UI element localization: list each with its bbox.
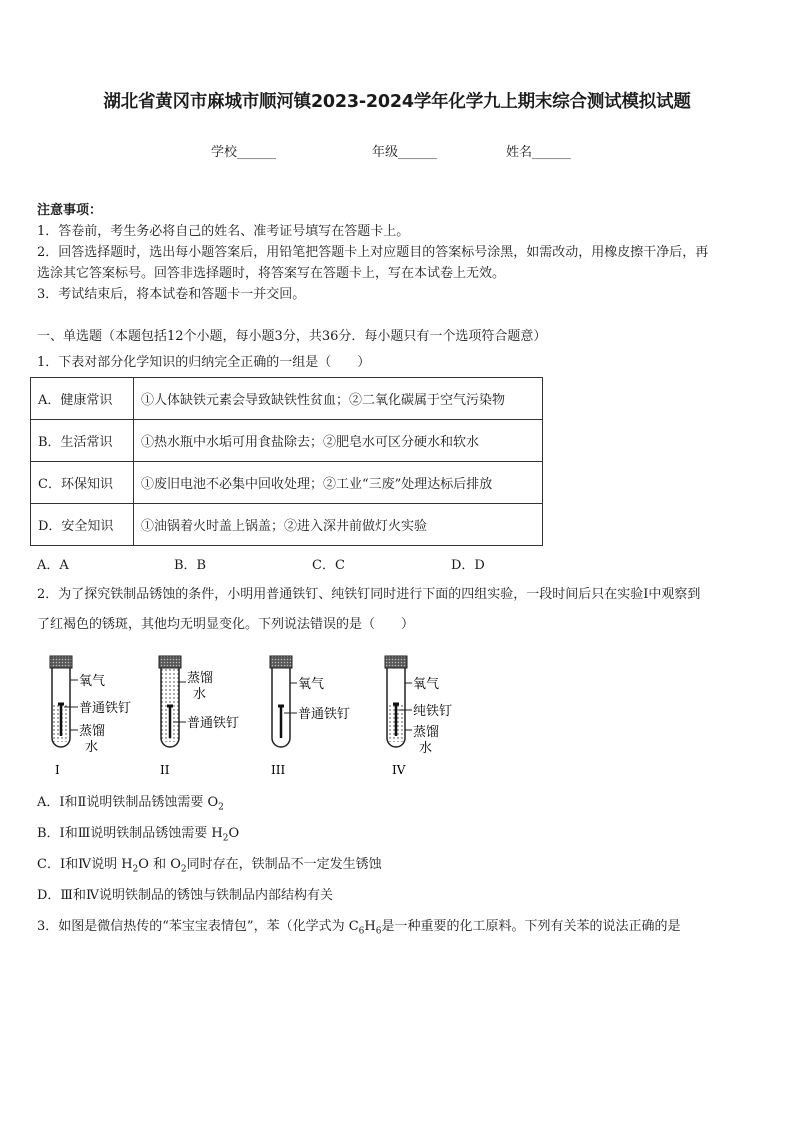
grade-field: 年级______: [372, 145, 438, 160]
q2-option-a: A．Ⅰ和Ⅱ说明铁制品锈蚀需要 $O_2$: [37, 795, 224, 813]
rust-experiment-figure: [40, 652, 480, 780]
stopper: [385, 656, 407, 668]
test-tube-2: [159, 656, 239, 777]
school-field: 学校______: [211, 145, 277, 160]
stopper: [159, 656, 181, 668]
q2-stem-line2: 了红褐色的锈斑，其他均无明显变化。下列说法错误的是（ ）: [37, 617, 415, 632]
q1-option-d: D．D: [451, 558, 485, 573]
q2-stem-line1: 2．为了探究铁制品锈蚀的条件，小明用普通铁钉、纯铁钉同时进行下面的四组实验，一段时间后只在实验Ⅰ中观察到: [37, 587, 701, 602]
tube-label: 氧气: [298, 677, 325, 692]
row-category: C．环保知识: [31, 462, 134, 504]
grade-blank: ______: [398, 145, 438, 160]
tube-number: III: [271, 763, 286, 777]
row-content: ①热水瓶中水垢可用食盐除去；②肥皂水可区分硬水和软水: [134, 420, 543, 462]
row-category: A．健康常识: [31, 378, 134, 420]
test-tube-4: [385, 656, 452, 777]
q2-option-d: D．Ⅲ和Ⅳ说明铁制品的锈蚀与铁制品内部结构有关: [37, 888, 333, 903]
tube-label: 水: [419, 741, 433, 756]
table-row: [31, 462, 543, 504]
test-tube-3: [270, 656, 350, 777]
tube-number: II: [160, 763, 170, 777]
name-blank: ______: [532, 145, 572, 160]
tube-number: IV: [392, 763, 406, 777]
tube-label: 水: [193, 687, 207, 702]
tube-label: 纯铁钉: [413, 704, 453, 719]
tube-label: 蒸馏: [187, 671, 214, 686]
notice-item: 2．回答选择题时，选出每小题答案后，用铅笔把答题卡上对应题目的答案标号涂黑，如需改动，用橡皮擦干净后，再: [37, 245, 709, 260]
tube-label: 水: [85, 740, 99, 755]
row-category: D．安全知识: [31, 504, 134, 546]
notice-heading: 注意事项：: [37, 203, 103, 218]
table-row: [31, 420, 543, 462]
row-content: ①油锅着火时盖上锅盖；②进入深井前做灯火实验: [134, 504, 543, 546]
section-heading: 一、单选题（本题包括12个小题，每小题3分，共36分．每小题只有一个选项符合题意）: [37, 329, 547, 344]
tube-label: 普通铁钉: [298, 707, 351, 722]
tube-label: 氧气: [79, 674, 106, 689]
stopper: [270, 656, 292, 668]
row-content: ①人体缺铁元素会导致缺铁性贫血；②二氧化碳属于空气污染物: [134, 378, 543, 420]
name-field: 姓名______: [506, 145, 572, 160]
q1-option-c: C．C: [312, 558, 345, 573]
q2-option-b: B．Ⅰ和Ⅲ说明铁制品锈蚀需要 $H_2O$: [37, 826, 240, 844]
q3-stem: 3．如图是微信热传的“苯宝宝表情包”，苯（化学式为 $C_6H_6$是一种重要的化工原料。下列有关苯的说法正确的是: [37, 919, 681, 937]
test-tube-1: [50, 656, 131, 777]
q1-option-a: A．A: [37, 558, 69, 573]
page-title: 湖北省黄冈市麻城市顺河镇2023-2024学年化学九上期末综合测试模拟试题: [103, 92, 691, 112]
q1-options: [0, 554, 794, 574]
notice-item: 3．考试结束后，将本试卷和答题卡一并交回。: [37, 287, 306, 302]
row-category: B．生活常识: [31, 420, 134, 462]
school-blank: ______: [237, 145, 277, 160]
tube-label: 普通铁钉: [79, 701, 132, 716]
tube-label: 蒸馏: [413, 725, 440, 740]
table-row: [31, 504, 543, 546]
tube-label: 氧气: [413, 677, 440, 692]
stopper: [50, 656, 72, 668]
row-content: ①废旧电池不必集中回收处理；②工业“三废”处理达标后排放: [134, 462, 543, 504]
q1-stem: 1．下表对部分化学知识的归纳完全正确的一组是（ ）: [37, 355, 371, 370]
q1-table: [30, 377, 543, 546]
tube-label: 普通铁钉: [187, 716, 240, 731]
table-row: [31, 378, 543, 420]
q1-option-b: B．B: [174, 558, 207, 573]
tube-label: 蒸馏: [79, 724, 106, 739]
tube-number: I: [55, 763, 60, 777]
q2-option-c: C．Ⅰ和Ⅳ说明 $H_2O$ 和 $O_2$同时存在，铁制品不一定发生锈蚀: [37, 857, 382, 875]
notice-item: 选涂其它答案标号。回答非选择题时，将答案写在答题卡上，写在本试卷上无效。: [37, 266, 506, 281]
notice-item: 1．答卷前，考生务必将自己的姓名、准考证号填写在答题卡上。: [37, 224, 410, 239]
